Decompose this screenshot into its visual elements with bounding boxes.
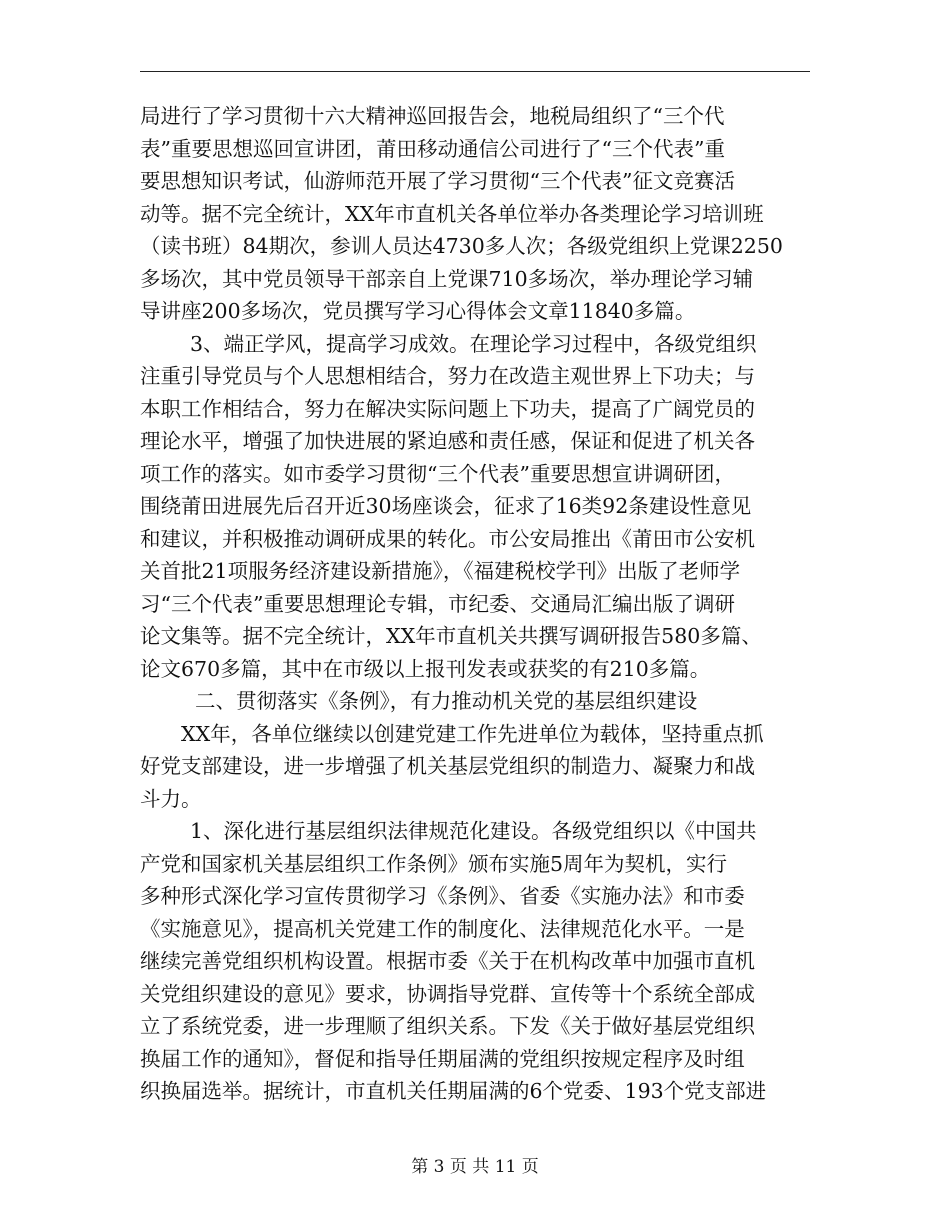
text-line: 关首批21项服务经济建设新措施》，《福建税校学刊》出版了老师学 [140,559,741,583]
text-line: 织换届选举。据统计，市直机关任期届满的6个党委、193个党支部进 [140,1079,767,1103]
text-line: 继续完善党组织机构设置。根据市委《关于在机构改革中加强市直机 [140,949,755,973]
text-line: （读书班）84期次，参训人员达4730多人次；各级党组织上党课2250 [140,234,783,258]
text-line: 好党支部建设，进一步增强了机关基层党组织的制造力、凝聚力和战 [140,754,755,778]
text-line: 导讲座200多场次，党员撰写学习心得体会文章11840多篇。 [140,299,696,323]
section-heading: 二、贯彻落实《条例》，有力推动机关党的基层组织建设 [195,689,698,713]
text-line: 关党组织建设的意见》要求，协调指导党群、宣传等十个系统全部成 [140,981,755,1006]
text-line: 多场次，其中党员领导干部亲自上党课710多场次，举办理论学习辅 [140,266,754,291]
text-line: 多种形式深化学习宣传贯彻学习《条例》、省委《实施办法》和市委 [140,884,745,908]
page-number: 第 3 页 共 11 页 [411,1157,539,1177]
text-line: 论文集等。据不完全统计，XX年市直机关共撰写调研报告580多篇、 [140,624,762,648]
text-line: 局进行了学习贯彻十六大精神巡回报告会，地税局组织了“三个代 [140,104,725,128]
text-line: 产党和国家机关基层组织工作条例》颁布实施5周年为契机，实行 [140,851,728,876]
text-line: 围绕莆田进展先后召开近30场座谈会，征求了16类92条建设性意见 [140,494,752,518]
text-line: 理论水平，增强了加快进展的紧迫感和责任感，保证和促进了机关各 [140,429,755,453]
text-line: 斗力。 [140,786,202,811]
text-line: 《实施意见》，提高机关党建工作的制度化、法律规范化水平。一是 [140,916,745,941]
text-line: 和建议，并积极推动调研成果的转化。市公安局推出《莆田市公安机 [140,526,755,551]
text-line: 习“三个代表”重要思想理论专辑，市纪委、交通局汇编出版了调研 [140,591,735,616]
header-rule [140,71,810,72]
text-line: 表”重要思想巡回宣讲团，莆田移动通信公司进行了“三个代表”重 [140,136,725,161]
text-line: 本职工作相结合，努力在解决实际问题上下功夫，提高了广阔党员的 [140,396,755,421]
document-body [140,100,812,1108]
text-line: 注重引导党员与个人思想相结合，努力在改造主观世界上下功夫；与 [140,364,755,388]
text-line: 换届工作的通知》，督促和指导任期届满的党组织按规定程序及时组 [140,1046,745,1071]
text-line: 动等。据不完全统计，XX年市直机关各单位举办各类理论学习培训班 [140,201,764,226]
text-line: 要思想知识考试，仙游师范开展了学习贯彻“三个代表”征文竞赛活 [140,169,735,193]
paragraph-start-line: XX年，各单位继续以创建党建工作先进单位为载体，坚持重点抓 [181,721,764,746]
paragraph-start-line: 1、深化进行基层组织法律规范化建设。各级党组织以《中国共 [190,819,757,843]
text-line: 项工作的落实。如市委学习贯彻“三个代表”重要思想宣讲调研团， [140,461,735,486]
text-line: 论文670多篇，其中在市级以上报刊发表或获奖的有210多篇。 [140,656,711,681]
text-line: 立了系统党委，进一步理顺了组织关系。下发《关于做好基层党组织 [140,1014,755,1038]
paragraph-start-line: 3、端正学风，提高学习成效。在理论学习过程中，各级党组织 [190,331,757,356]
